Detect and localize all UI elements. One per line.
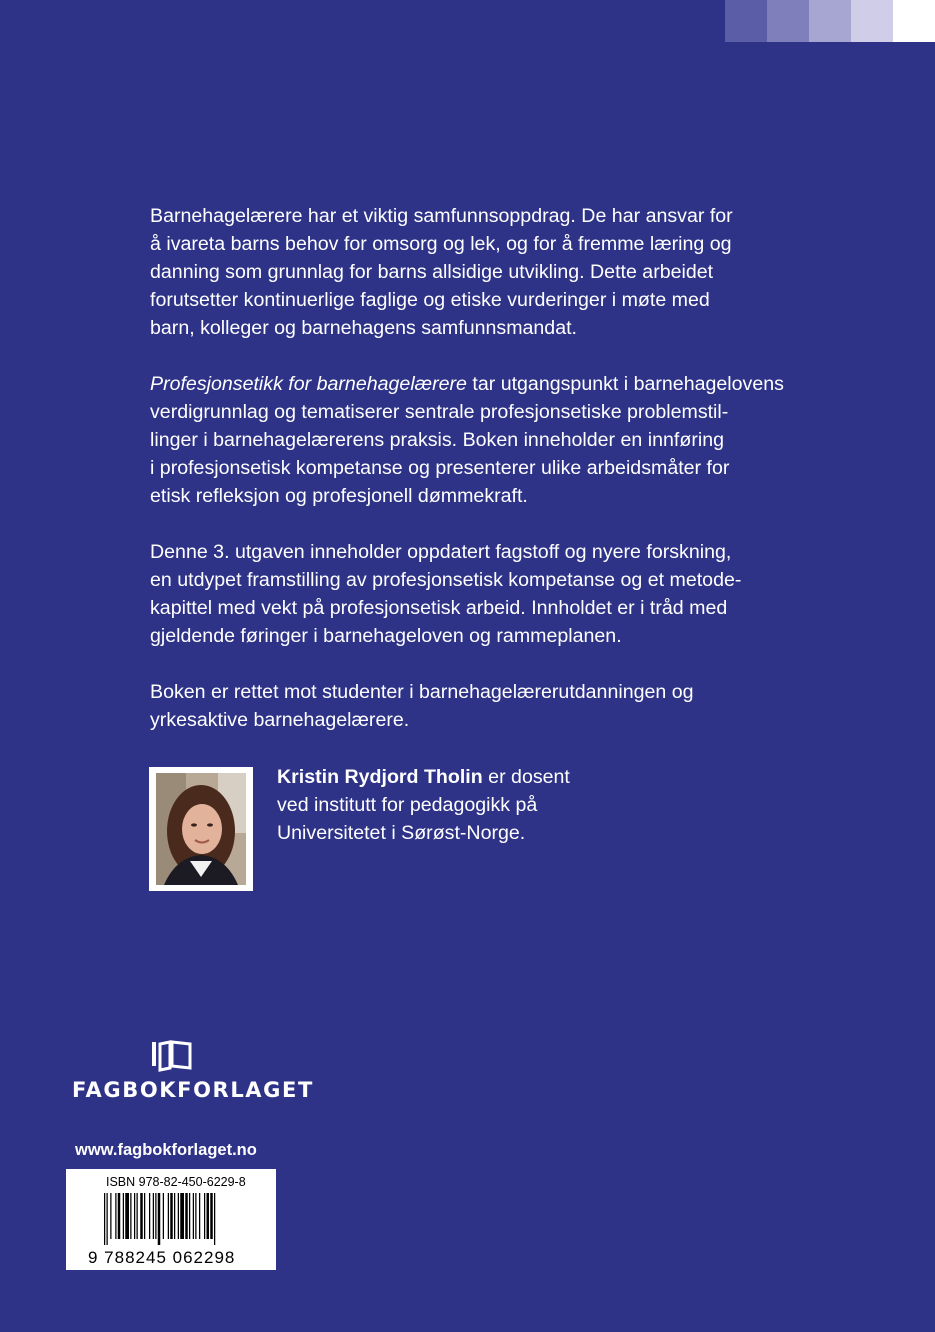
- barcode-digits: 9 788245 062298: [88, 1248, 236, 1267]
- paragraph-audience: Boken er rettet mot studenter i barnehagelærerutdanningen og yrkesaktive barnehagelærere.: [150, 681, 694, 731]
- barcode-bar: [195, 1193, 196, 1239]
- barcode-bar: [204, 1193, 205, 1239]
- color-swatch-strip: [725, 0, 935, 42]
- book-title: Profesjonsetikk for barnehagelærere: [150, 373, 467, 395]
- barcode-bar: [193, 1193, 194, 1239]
- barcode-bar: [207, 1193, 210, 1239]
- barcode-bar: [214, 1193, 215, 1245]
- publisher-website: www.fagbokforlaget.no: [75, 1141, 257, 1159]
- barcode-bar: [134, 1193, 135, 1239]
- barcode-bar: [115, 1193, 116, 1239]
- color-swatch: [767, 0, 809, 42]
- barcode-bar: [140, 1193, 143, 1239]
- barcode-bar: [185, 1193, 188, 1239]
- color-swatch: [725, 0, 767, 42]
- barcode-bars: [104, 1193, 258, 1245]
- author-bio: [277, 763, 697, 847]
- back-cover-text: [150, 202, 790, 762]
- book-logo-icon: [150, 1040, 192, 1072]
- barcode-bar: [189, 1193, 190, 1239]
- isbn-label: ISBN 978-82-450-6229-8: [106, 1175, 246, 1189]
- paragraph-book-description: [150, 370, 790, 510]
- barcode-bar: [178, 1193, 179, 1239]
- barcode-bar: [104, 1193, 105, 1245]
- barcode-bar: [210, 1193, 213, 1239]
- barcode-bar: [125, 1193, 129, 1239]
- color-swatch: [809, 0, 851, 42]
- barcode-bar: [137, 1193, 138, 1239]
- barcode-bar: [199, 1193, 200, 1239]
- author-photo: [149, 767, 253, 891]
- barcode-bar: [168, 1193, 169, 1239]
- author-bio-text: er dosent ved institutt for pedagogikk på Universitetet i Sørøst-Norge.: [277, 766, 570, 844]
- isbn-barcode: [66, 1169, 276, 1270]
- barcode-bar: [180, 1193, 184, 1239]
- paragraph-book-description-text: tar utgangspunkt i barnehagelovens verdigrunnlag og tematiserer sentrale profesjonsetiske problemstil- linger i barnehagelærerens praksis. Boken inneholder en innføring i profesjonsetisk kompetanse og presenterer ulike arbeidsmåter for etisk refleksjon og profesjonell dømmekraft.: [150, 373, 784, 507]
- author-portrait-image: [156, 773, 246, 885]
- barcode-bar: [118, 1193, 121, 1239]
- barcode-bar: [158, 1193, 161, 1245]
- publisher-logo: [72, 1040, 314, 1102]
- barcode-bar: [149, 1193, 150, 1239]
- author-name: Kristin Rydjord Tholin: [277, 766, 483, 788]
- barcode-bar: [163, 1193, 164, 1239]
- barcode-bar: [144, 1193, 145, 1239]
- barcode-bar: [123, 1193, 124, 1239]
- barcode-bar: [155, 1193, 156, 1239]
- barcode-bar: [130, 1193, 131, 1239]
- barcode-bar: [170, 1193, 173, 1239]
- barcode-bar: [110, 1193, 111, 1239]
- paragraph-intro: Barnehagelærere har et viktig samfunnsoppdrag. De har ansvar for å ivareta barns behov for omsorg og lek, og for å fremme læring og danning som grunnlag for barns allsidige utvikling. Dette arbeidet forutsetter kontinuerlige faglige og etiske vurderinger i møte med barn, kolleger og barnehagens samfunnsmandat.: [150, 205, 733, 339]
- barcode-bar: [174, 1193, 175, 1239]
- barcode-bar: [107, 1193, 108, 1245]
- barcode-bar: [153, 1193, 154, 1239]
- paragraph-edition: Denne 3. utgaven inneholder oppdatert fagstoff og nyere forskning, en utdypet framstilling av profesjonsetisk kompetanse og et metode- kapittel med vekt på profesjonsetisk arbeid. Innholdet er i tråd med gjeldende føringer i barnehageloven og rammeplanen.: [150, 541, 742, 647]
- publisher-name: FAGBOKFORLAGET: [72, 1078, 314, 1102]
- color-swatch: [893, 0, 935, 42]
- color-swatch: [851, 0, 893, 42]
